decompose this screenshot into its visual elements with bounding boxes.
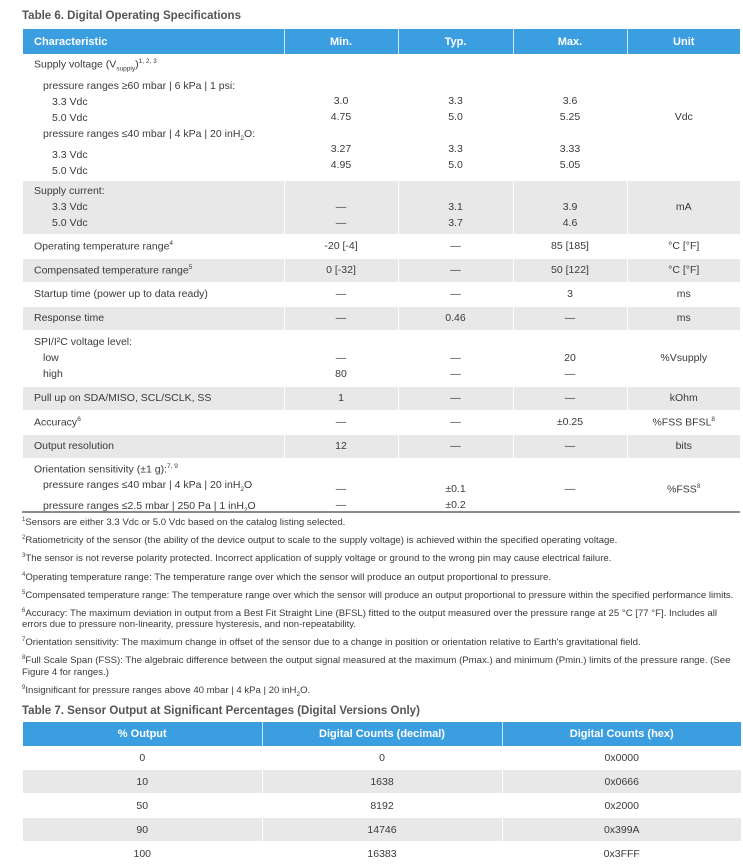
footnote-7: $^7$Orientation sensitivity: The maximum change in offset of the sensor due to a change in position or orientation relative to Earth's gravitational field. [22,637,641,649]
comp-temp-typ: — [398,258,513,282]
col-header-hex: Digital Counts (hex) [502,722,741,746]
counts-hex: 0x399A [502,818,741,842]
accuracy-max: ±0.25 [513,410,627,434]
col-header-output: % Output [23,722,262,746]
table6-title: Table 6. Digital Operating Specifications [22,10,241,22]
row-supply-current [23,180,740,234]
comp-temp-unit: °C [°F] [627,258,740,282]
row-pull-up [23,386,740,410]
comp-temp-label: Compensated temperature range$^5$ [23,258,284,282]
response-unit: ms [627,306,740,330]
spi-unit: %Vsupply [627,330,740,386]
output-percent: 100 [23,842,262,866]
response-typ: 0.46 [398,306,513,330]
counts-decimal: 8192 [262,794,502,818]
counts-hex: 0x2000 [502,794,741,818]
footnote-1: $^1$Sensors are either 3.3 Vdc or 5.0 Vdc based on the catalog listing selected. [22,517,346,529]
orientation-min: — — [284,458,398,520]
col-header-characteristic: Characteristic [23,29,284,54]
pullup-label: Pull up on SDA/MISO, SCL/SCLK, SS [23,386,284,410]
table6-header-row [23,29,740,54]
supply-current-typ: 3.1 3.7 [398,180,513,234]
col-header-typ: Typ. [398,29,513,54]
response-max: — [513,306,627,330]
row-compensated-temp [23,258,740,282]
counts-decimal: 1638 [262,770,502,794]
supply-voltage-title: Supply voltage $(V_{supply})^{1, 2, 3}$ [34,58,157,73]
row-output-resolution [23,434,740,458]
row-operating-temp [23,234,740,258]
accuracy-label: Accuracy$^6$ [23,410,284,434]
supply-current-unit: mA [627,180,740,234]
resolution-min: 12 [284,434,398,458]
footnotes [22,511,740,705]
op-temp-label: Operating temperature range$^4$ [23,234,284,258]
row-startup-time [23,282,740,306]
table-row [23,746,741,770]
range-a-v33: 3.3 Vdc [52,96,88,108]
counts-hex: 0x0000 [502,746,741,770]
col-header-max: Max. [513,29,627,54]
supply-voltage-min: 3.0 4.75 3.27 4.95 [284,54,398,180]
supply-voltage-typ: 3.3 5.0 3.3 5.0 [398,54,513,180]
col-header-unit: Unit [627,29,740,54]
digital-specs-table [23,29,740,520]
footnote-6: $^6$Accuracy: The maximum deviation in output from a Best Fit Straight Line (BFSL) fitted to the output measured over the pressure range at 25 °C [77 °F]. Includes all errors due to pressure non-linearity, pressure hysteresis, and non-repeatability. [22,607,717,631]
row-accuracy [23,410,740,434]
col-header-min: Min. [284,29,398,54]
pullup-typ: — [398,386,513,410]
pullup-max: — [513,386,627,410]
orientation-max: — [513,458,627,520]
range-b-label: pressure ranges ≤40 mbar | 4 kPa | 20 inH$_2$O: [43,128,256,143]
spi-min: — 80 [284,330,398,386]
output-percent: 90 [23,818,262,842]
supply-voltage-label [23,54,284,180]
col-header-decimal: Digital Counts (decimal) [262,722,502,746]
footnote-3: $^3$The sensor is not reverse polarity protected. Incorrect application of supply voltage or ground to the wrong pin may cause electrical failure. [22,553,612,565]
table7-header-row [23,722,741,746]
response-label: Response time [23,306,284,330]
footnote-8: $^8$Full Scale Span (FSS): The algebraic difference between the output signal measured at the maximum (Pmax.) and minimum (Pmin.) limits of the pressure range. (See Figure 4 for ranges.) [22,655,731,678]
op-temp-unit: °C [°F] [627,234,740,258]
resolution-label: Output resolution [23,434,284,458]
table-row [23,842,741,866]
range-a-label: pressure ranges ≥60 mbar | 6 kPa | 1 psi: [43,80,236,92]
supply-current-label: Supply current: 3.3 Vdc 5.0 Vdc [23,180,284,234]
supply-current-min: — — [284,180,398,234]
counts-decimal: 14746 [262,818,502,842]
footnote-2: $^2$Ratiometricity of the sensor (the ability of the device output to scale to the supply voltage) is achieved within the specified operating voltage. [22,535,618,547]
orientation-unit: %FSS$^8$ [627,458,740,520]
spi-label: SPI/I²C voltage level: low high [23,330,284,386]
output-percent: 10 [23,770,262,794]
supply-current-max: 3.9 4.6 [513,180,627,234]
supply-voltage-unit: Vdc [627,54,740,180]
row-spi-voltage [23,330,740,386]
accuracy-min: — [284,410,398,434]
range-b-v33: 3.3 Vdc [52,149,88,162]
counts-hex: 0x0666 [502,770,741,794]
table-row [23,818,741,842]
orientation-typ: ±0.1 ±0.2 [398,458,513,520]
output-percent: 0 [23,746,262,770]
resolution-typ: — [398,434,513,458]
footnote-9: $^9$Insignificant for pressure ranges above 40 mbar | 4 kPa | 20 inH$_2$O. [22,684,311,698]
footnote-5: $^5$Compensated temperature range: The temperature range over which the sensor will produce an output proportional to pressure within the specified performance limits. [22,589,734,601]
response-min: — [284,306,398,330]
startup-unit: ms [627,282,740,306]
accuracy-typ: — [398,410,513,434]
op-temp-max: 85 [185] [513,234,627,258]
startup-label: Startup time (power up to data ready) [23,282,284,306]
startup-typ: — [398,282,513,306]
comp-temp-min: 0 [-32] [284,258,398,282]
range-a-v50: 5.0 Vdc [52,112,88,124]
startup-max: 3 [513,282,627,306]
comp-temp-max: 50 [122] [513,258,627,282]
spi-typ: — — [398,330,513,386]
resolution-unit: bits [627,434,740,458]
counts-decimal: 16383 [262,842,502,866]
table-row [23,770,741,794]
startup-min: — [284,282,398,306]
pullup-unit: kOhm [627,386,740,410]
accuracy-unit: %FSS BFSL$^8$ [627,410,740,434]
counts-decimal: 0 [262,746,502,770]
output-percent: 50 [23,794,262,818]
op-temp-typ: — [398,234,513,258]
orientation-label: Orientation sensitivity (±1 g):$^{7, 9}$ pressure ranges ≤40 mbar | 4 kPa | 20 inH$_2$O pressure ranges ≤2.5 mbar | 250 Pa | 1 inH$_2$O [23,458,284,520]
footnote-4: $^4$Operating temperature range: The temperature range over which the sensor will produce an output proportional to pressure. [22,571,551,583]
row-supply-voltage [23,54,740,180]
range-b-v50: 5.0 Vdc [52,165,88,178]
resolution-max: — [513,434,627,458]
table7-title: Table 7. Sensor Output at Significant Percentages (Digital Versions Only) [22,705,420,717]
counts-hex: 0x3FFF [502,842,741,866]
table-row [23,794,741,818]
supply-voltage-max: 3.6 5.25 3.33 5.05 [513,54,627,180]
op-temp-min: -20 [-4] [284,234,398,258]
sensor-output-table [23,722,741,866]
pullup-min: 1 [284,386,398,410]
row-response-time [23,306,740,330]
spi-max: 20 — [513,330,627,386]
